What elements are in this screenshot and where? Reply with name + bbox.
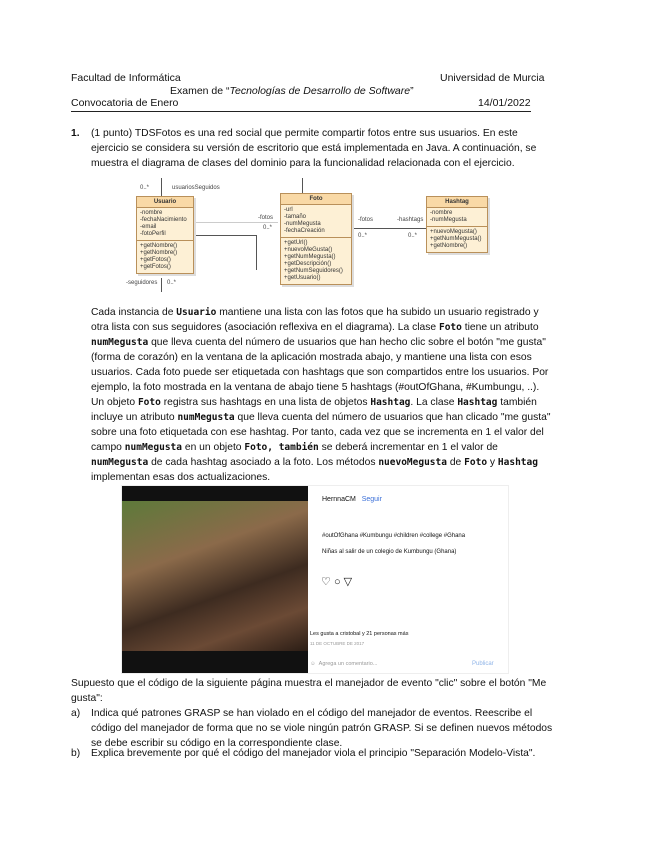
code-term: Usuario xyxy=(176,307,217,318)
paragraph-text: que lleva cuenta del número de usuarios que han clicado "me gusta" sobre una foto etiquetada con ese hashtag. Por tanto, cada vez que se incrementa en 1 el valor del campo xyxy=(91,412,551,453)
sub-b-text: Explica brevemente por qué el código del manejador viola el principio "Separación Modelo-Vista". xyxy=(91,748,536,759)
share-icon[interactable]: ▽ xyxy=(343,576,353,588)
paragraph-text: . La clase xyxy=(410,397,458,408)
code-term: numMegusta xyxy=(177,412,235,423)
code-term: Foto xyxy=(464,457,488,468)
description-paragraph xyxy=(91,305,553,485)
paragraph-text: Cada instancia de xyxy=(91,307,177,318)
paragraph-text: implementan esas dos actualizaciones. xyxy=(91,472,271,483)
post-photo xyxy=(122,486,308,673)
question-intro: (1 punto) TDSFotos es una red social que permite compartir fotos entre sus usuarios. En este ejercicio se considera su versión de escritorio que está implementada en Java. A continuación, se muestra el diagrama de clases del dominio para la funcionalidad relacionada con el ejercicio. xyxy=(91,128,537,169)
code-term: Foto xyxy=(438,322,462,333)
heart-icon[interactable]: ♡ xyxy=(321,576,331,588)
paragraph-text: registra sus hashtags en una lista de objetos xyxy=(160,397,371,408)
paragraph-text: que lleva cuenta del número de usuarios que han hecho clic sobre el botón "me gusta" (forma de corazón) en la ventana de la aplicación mostrada abajo, y mantiene una lista con esos usuarios. Cada foto puede ser etiquetada con hashtags que son compartidos entre los usuarios. Por ejemplo, la foto mostrada en la ventana de abajo tiene 5 hashtags (#outOfGhana, #Kumbungu, ..). Un objeto xyxy=(91,337,549,408)
exam-title: Examen de “Tecnologías de Desarrollo de Software” xyxy=(170,85,414,97)
post-window xyxy=(121,485,509,674)
post-caption: Niñas al salir de un colegio de Kumbungu (Ghana) xyxy=(322,549,457,555)
after-text: Supuesto que el código de la siguiente página muestra el manejador de evento "clic" sobre el botón "Me gusta": xyxy=(71,678,547,704)
paragraph-text: de xyxy=(446,457,465,468)
paragraph-text: tiene un atributo xyxy=(461,322,539,333)
paragraph-text: en un objeto xyxy=(181,442,245,453)
code-term: Foto xyxy=(137,397,161,408)
likes-text: Les gusta a cristobal y 21 personas más xyxy=(310,631,409,637)
date: 14/01/2022 xyxy=(478,97,531,109)
code-term: nuevoMegusta xyxy=(378,457,447,468)
university: Universidad de Murcia xyxy=(440,72,545,84)
publish-button[interactable]: Publicar xyxy=(472,661,494,667)
question-number: 1. xyxy=(71,128,80,139)
paragraph-text: de cada hashtag asociado a la foto. Los métodos xyxy=(148,457,379,468)
class-foto: Foto -url -tamaño -numMegusta -fechaCreación +getUrl() +nuevoMeGusta() +getNumMegusta() +getDescripción() +getNumSeguidores() +getUsuario() xyxy=(280,193,352,285)
code-term: Foto, también xyxy=(244,442,319,453)
code-term: Hashtag xyxy=(497,457,538,468)
comment-input[interactable]: ☺ Agrega un comentario... xyxy=(310,661,378,667)
paragraph-text: y xyxy=(487,457,498,468)
faculty: Facultad de Informática xyxy=(71,72,181,84)
paragraph-text: también incluye un atributo xyxy=(91,397,537,423)
code-term: numMegusta xyxy=(91,337,149,348)
sub-a-text: Indica qué patrones GRASP se han violado en el código del manejador de eventos. Reescribe el código del manejador de forma que no se viole ningún patrón GRASP. Si se definen nuevos métodos se debe escribir su código en la correspondiente clase. xyxy=(91,708,553,749)
exam-page: Facultad de Informática Universidad de Murcia Examen de “Tecnologías de Desarrollo de Software” Convocatoria de Enero 14/01/2022 1. (1 punto) TDSFotos es una red social que permite compartir fotos entre sus usuarios. En este ejercicio se considera su versión de escritorio que está implementada en Java. A continuación, se muestra el diagrama de clases del dominio para la funcionalidad relacionada con el ejercicio. 0..* usuariosSeguidos -fotos 0..* -fotos 0..* -hashtags 0..* -seguidores 0..* Usuario -nombre -fechaNacimiento -email -fotoPerfil +getNombre() +getNombre() +getFotos() +getFotos() Foto -url -tamaño -numMegusta -fechaCreación +getUrl() +nuevoMeGusta() +getNumMegusta() +getDescripción() +getNumSeguidores() +getUsuario() Hashtag -nombre -numMegusta +nuevoMegusta() +getNumMegusta() +getNombre() Cada instancia de Usuario mantiene una lista con las fotos que ha subido un usuario registrado y otra lista con sus seguidores (asociación reflexiva en el diagrama). La clase Foto tiene un atributo numMegusta que lleva cuenta del número de usuarios que han hecho clic sobre el botón "me gusta" (forma de corazón) en la ventana de la aplicación mostrada abajo, y mantiene una lista con esos usuarios. Cada foto puede ser etiquetada con hashtags que son compartidos entre los usuarios. Por ejemplo, la foto mostrada en la ventana de abajo tiene 5 hashtags (#outOfGhana, #Kumbungu, ..). Un objeto Foto registra sus hashtags en una lista de objetos Hashtag. La clase Hashtag también incluye un atributo numMegusta que lleva cuenta del número de usuarios que han clicado "me gusta" sobre una foto etiquetada con ese hashtag. Por tanto, cada vez que se incrementa en 1 el valor del campo numMegusta en un objeto Foto, también se deberá incrementar en 1 el valor de numMegusta de cada hashtag asociado a la foto. Los métodos nuevoMegusta de Foto y Hashtag implementan esas dos actualizaciones. HernnaCM Seguir #outOfGhana #Kumbungu #children #college #Ghana Niñas al salir de un colegio de Kumbungu (Ghana) ♡ ○ ▽ Les gusta a cristobal y 21 personas más 11 DE OCTUBRE DE 2017 ☺ Agrega un comentario... Publicar Supuesto que el código de la siguiente página muestra el manejador de evento "clic" sobre el botón "Me gusta": a) Indica qué patrones GRASP se han violado en el código del manejador de eventos. Reescribe el código del manejador de forma que no se viole ningún patrón GRASP. Si se definen nuevos métodos se debe escribir su código en la correspondiente clase. b) Explica brevemente por qué el código del manejador viola el principio "Separación Modelo-Vista". xyxy=(0,0,655,848)
follow-link[interactable]: Seguir xyxy=(361,496,382,503)
sub-a-label: a) xyxy=(71,708,81,719)
class-hashtag: Hashtag -nombre -numMegusta +nuevoMegusta() +getNumMegusta() +getNombre() xyxy=(426,196,488,253)
code-term: Hashtag xyxy=(457,397,498,408)
post-hashtags: #outOfGhana #Kumbungu #children #college #Ghana xyxy=(322,533,466,539)
paragraph-text: se deberá incrementar en 1 el valor de xyxy=(318,442,498,453)
paragraph-text: mantiene una lista con las fotos que ha subido un usuario registrado y otra lista con sus seguidores (asociación reflexiva en el diagrama). La clase xyxy=(91,307,539,333)
comment-icon[interactable]: ○ xyxy=(333,576,341,588)
code-term: Hashtag xyxy=(370,397,411,408)
code-term: numMegusta xyxy=(91,457,149,468)
class-usuario: Usuario -nombre -fechaNacimiento -email -fotoPerfil +getNombre() +getNombre() +getFotos() +getFotos() xyxy=(136,196,194,274)
post-date: 11 DE OCTUBRE DE 2017 xyxy=(310,641,365,646)
sub-b-label: b) xyxy=(71,748,81,759)
call: Convocatoria de Enero xyxy=(71,97,179,109)
header-rule xyxy=(71,111,531,112)
code-term: numMegusta xyxy=(124,442,182,453)
post-user[interactable]: HernnaCM Seguir xyxy=(322,496,382,503)
